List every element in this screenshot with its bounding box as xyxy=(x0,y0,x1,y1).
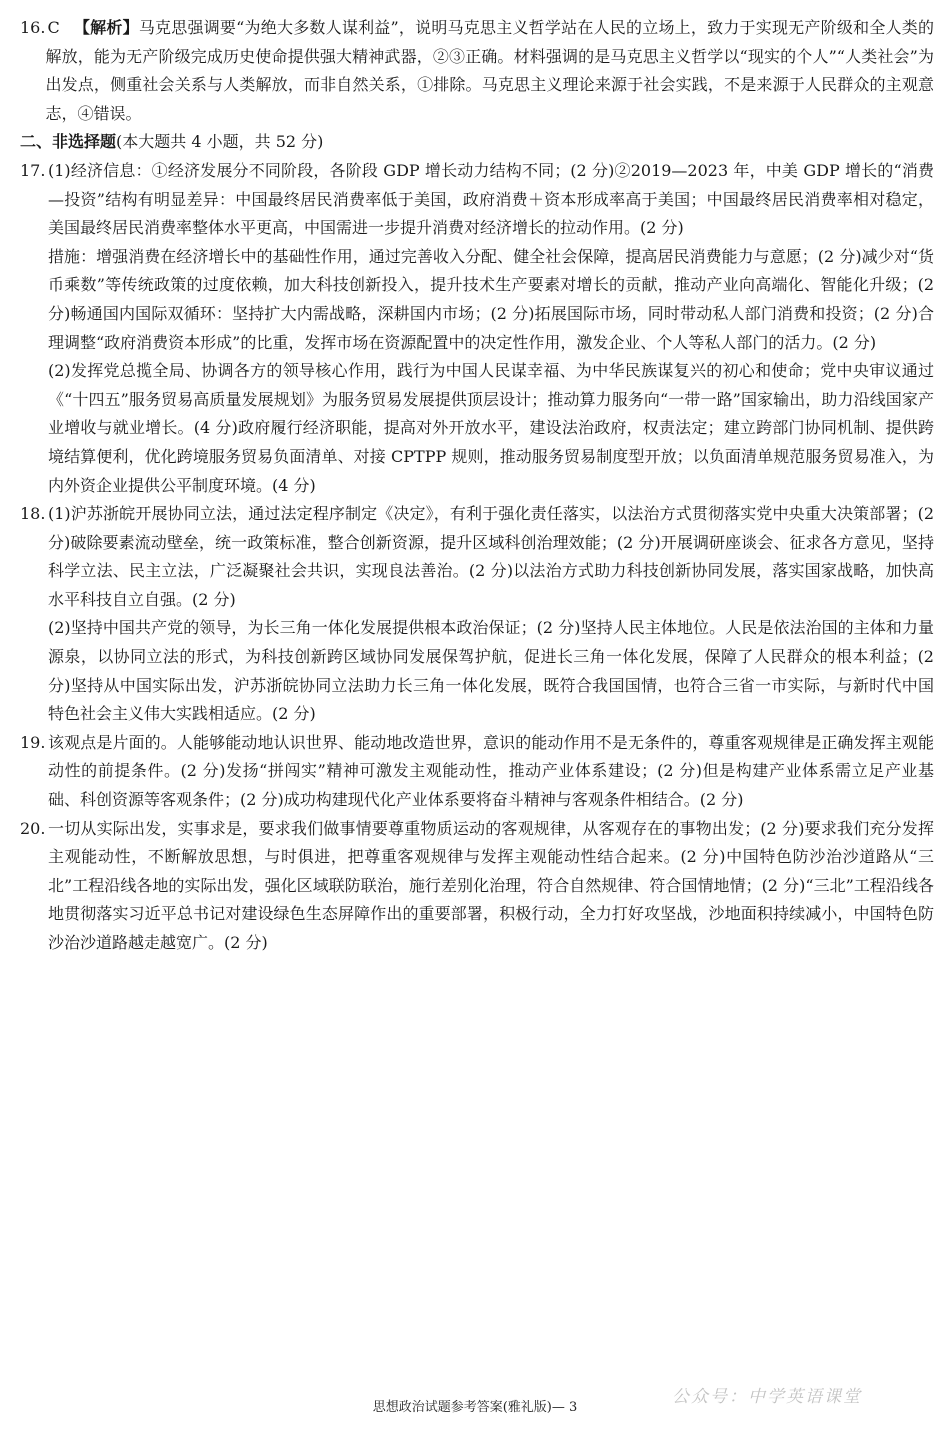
answer-paragraph: (2)坚持中国共产党的领导，为长三角一体化发展提供根本政治保证；(2 分)坚持人民主体地位。人民是依法治国的主体和力量源泉，以协同立法的形式，为科技创新跨区域协同发展保驾护航，促进长三角一体化发展，保障了人民群众的根本利益；(2 分)坚持从中国实际出发，沪苏浙皖协同立法助力长三角一体化发展，既符合我国国情，也符合三省一市实际，与新时代中国特色社会主义伟大实践相适应。(2 分) xyxy=(48,618,934,724)
question-number: 18. xyxy=(20,504,46,524)
analysis-text: 马克思强调要“为绝大多数人谋利益”，说明马克思主义哲学站在人民的立场上，致力于实现无产阶级和全人类的解放，能为无产阶级完成历史使命提供强大精神武器，②③正确。材料强调的是马克思主义哲学以“现实的个人”“人类社会”为出发点，侧重社会关系与人类解放，而非自然关系，①排除。马克思主义理论来源于社会实践，不是来源于人民群众的主观意志，④错误。 xyxy=(45,18,934,123)
answer-paragraph: 该观点是片面的。人能够能动地认识世界、能动地改造世界，意识的能动作用不是无条件的，尊重客观规律是正确发挥主观能动性的前提条件。(2 分)发扬“拼闯实”精神可激发主观能动性，推动产业体系建设；(2 分)但是构建产业体系需立足产业基础、科创资源等客观条件；(2 分)成功构建现代化产业体系要将奋斗精神与客观条件相结合。(2 分) xyxy=(48,732,934,810)
page-footer: 思想政治试题参考答案(雅礼版)— 3 xyxy=(372,1400,578,1415)
section-heading xyxy=(20,128,934,157)
analysis-tag: 【解析】 xyxy=(73,18,139,37)
question-body xyxy=(48,815,934,958)
question-20 xyxy=(20,815,934,958)
answer-paragraph: (1)经济信息：①经济发展分不同阶段，各阶段 GDP 增长动力结构不同；(2 分)②2019—2023 年，中美 GDP 增长的“消费—投资”结构有明显差异：中国最终居民消费率低于美国，政府消费＋资本形成率高于美国；中国最终居民消费率相对稳定，美国最终居民消费率整体水平更高，中国需进一步提升消费对经济增长的拉动作用。(2 分) xyxy=(48,160,934,238)
answer-choice: C xyxy=(47,18,60,37)
section-title: 二、非选择题 xyxy=(20,132,117,152)
answer-paragraph: (2)发挥党总揽全局、协调各方的领导核心作用，践行为中国人民谋幸福、为中华民族谋复兴的初心和使命；党中央审议通过《“十四五”服务贸易高质量发展规划》为服务贸易发展提供顶层设计；推动算力服务向“一带一路”国家输出，助力沿线国家产业增收与就业增长。(4 分)政府履行经济职能，提高对外开放水平，建设法治政府，权责法定；建立跨部门协同机制、提供跨境结算便利，优化跨境服务贸易负面清单、对接 CPTPP 规则，推动服务贸易制度型开放；以负面清单规范服务贸易准入，为内外资企业提供公平制度环境。(4 分) xyxy=(48,361,934,495)
question-body xyxy=(48,157,934,500)
question-16 xyxy=(20,14,934,128)
answer-key-content xyxy=(20,14,934,958)
question-body xyxy=(48,729,934,815)
question-body xyxy=(48,500,934,729)
question-body xyxy=(45,14,934,128)
watermark: 公众号：中学英语课堂 xyxy=(672,1387,862,1407)
question-17 xyxy=(20,157,934,500)
answer-paragraph xyxy=(45,14,934,128)
question-number: 17. xyxy=(20,160,46,180)
question-19 xyxy=(20,729,934,815)
answer-paragraph: 一切从实际出发，实事求是，要求我们做事情要尊重物质运动的客观规律，从客观存在的事物出发；(2 分)要求我们充分发挥主观能动性，不断解放思想，与时俱进，把尊重客观规律与发挥主观能动性结合起来。(2 分)中国特色防沙治沙道路从“三北”工程沿线各地的实际出发，强化区域联防联治，施行差别化治理，符合自然规律、符合国情地情；(2 分)“三北”工程沿线各地贯彻落实习近平总书记对建设绿色生态屏障作出的重要部署，积极行动，全力打好攻坚战，沙地面积持续减小，中国特色防沙治沙道路越走越宽广。(2 分) xyxy=(48,818,934,952)
answer-paragraph: (1)沪苏浙皖开展协同立法，通过法定程序制定《决定》，有利于强化责任落实，以法治方式贯彻落实党中央重大决策部署；(2 分)破除要素流动壁垒，统一政策标准，整合创新资源，提升区域科创治理效能；(2 分)开展调研座谈会、征求各方意见，坚持科学立法、民主立法，广泛凝聚社会共识，实现良法善治。(2 分)以法治方式助力科技创新协同发展，落实国家战略，加快高水平科技自立自强。(2 分) xyxy=(48,504,934,609)
question-number: 16. xyxy=(20,18,46,37)
question-number: 19. xyxy=(20,732,46,752)
question-number: 20. xyxy=(20,818,46,838)
question-18 xyxy=(20,500,934,729)
answer-paragraph: 措施：增强消费在经济增长中的基础性作用，通过完善收入分配、健全社会保障，提高居民消费能力与意愿；(2 分)减少对“货币乘数”等传统政策的过度依赖，加大科技创新投入，提升技术生产要素对增长的贡献，推动产业向高端化、智能化升级；(2 分)畅通国内国际双循环：坚持扩大内需战略，深耕国内市场；(2 分)拓展国际市场，同时带动私人部门消费和投资；(2 分)合理调整“政府消费资本形成”的比重，发挥市场在资源配置中的决定性作用，激发企业、个人等私人部门的活力。(2 分) xyxy=(48,246,934,352)
section-note: (本大题共 4 小题，共 52 分) xyxy=(116,132,324,152)
